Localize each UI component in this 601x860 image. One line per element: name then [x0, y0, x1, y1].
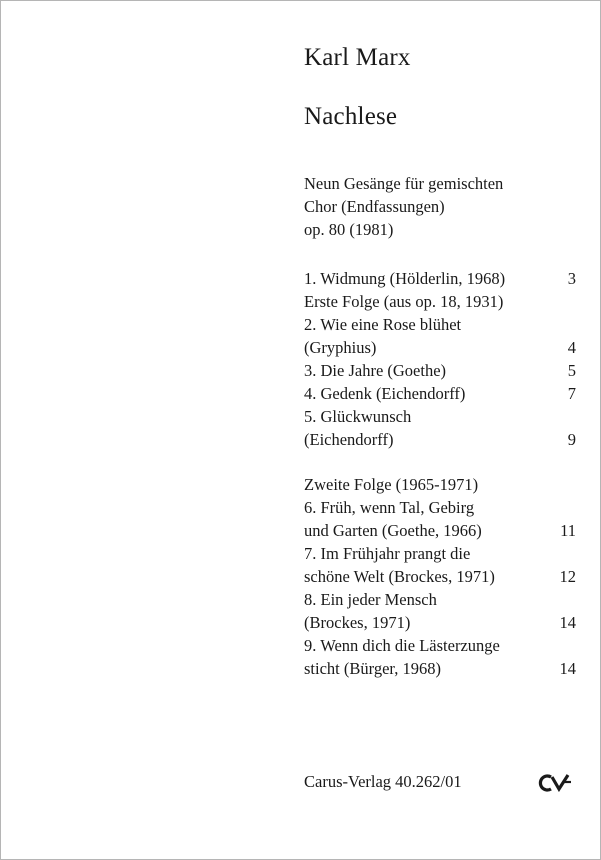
toc-entry-text: 4. Gedenk (Eichendorff) — [304, 384, 466, 403]
toc-entry — [304, 359, 576, 382]
toc-entry-text: 8. Ein jeder Mensch — [304, 590, 437, 609]
toc-entry-text: Zweite Folge (1965-1971) — [304, 475, 479, 494]
toc-page-number: 14 — [559, 659, 576, 678]
toc-page-number: 12 — [559, 567, 576, 586]
toc-entry-text: 6. Früh, wenn Tal, Gebirg — [304, 498, 475, 517]
work-title: Nachlese — [304, 103, 398, 130]
publisher-line: Carus-Verlag 40.262/01 — [304, 772, 462, 791]
toc-page-number: 7 — [567, 384, 576, 403]
toc-entry-text: (Eichendorff) — [304, 430, 394, 449]
toc-entry — [304, 405, 576, 428]
toc-entry — [304, 542, 576, 565]
toc-entry — [304, 290, 576, 313]
toc-entry — [304, 473, 576, 496]
toc-entry-text: schöne Welt (Brockes, 1971) — [304, 567, 495, 586]
toc-page-number: 3 — [567, 269, 576, 288]
toc-entry — [304, 588, 576, 611]
toc-page-number: 5 — [567, 361, 576, 380]
toc-entry — [304, 611, 576, 634]
toc-entry — [304, 313, 576, 336]
toc-entry — [304, 496, 576, 519]
toc-entry — [304, 657, 576, 680]
toc-page-number: 14 — [559, 613, 576, 632]
toc-entry-text: 1. Widmung (Hölderlin, 1968) — [304, 269, 506, 288]
toc-entry — [304, 519, 576, 542]
toc-page-number: 9 — [567, 430, 576, 449]
toc-entry — [304, 428, 576, 451]
toc-entry-text: (Brockes, 1971) — [304, 613, 411, 632]
toc-page-number: 11 — [560, 521, 576, 540]
toc-entry-text: 9. Wenn dich die Lästerzunge — [304, 636, 500, 655]
toc-entry-text: Erste Folge (aus op. 18, 1931) — [304, 292, 504, 311]
toc-entry-text: und Garten (Goethe, 1966) — [304, 521, 482, 540]
toc-entry-text: (Gryphius) — [304, 338, 377, 357]
toc-entry — [304, 267, 576, 290]
toc-entry — [304, 382, 576, 405]
subtitle-line: Chor (Endfassungen) — [304, 197, 445, 216]
composer-name: Karl Marx — [304, 44, 411, 71]
toc-entry-text: 2. Wie eine Rose blühet — [304, 315, 462, 334]
work-subtitle — [304, 172, 503, 241]
toc-entry-text: sticht (Bürger, 1968) — [304, 659, 441, 678]
toc-entry — [304, 634, 576, 657]
toc-entry-text: 5. Glückwunsch — [304, 407, 412, 426]
carus-cv-logo-icon — [538, 774, 572, 792]
toc-page-number: 4 — [567, 338, 576, 357]
toc-entry — [304, 336, 576, 359]
toc-entry-text: 3. Die Jahre (Goethe) — [304, 361, 447, 380]
section-gap — [304, 451, 576, 473]
toc-entry — [304, 565, 576, 588]
subtitle-line: op. 80 (1981) — [304, 220, 394, 239]
subtitle-line: Neun Gesänge für gemischten — [304, 174, 504, 193]
toc-entry-text: 7. Im Frühjahr prangt die — [304, 544, 471, 563]
table-of-contents — [304, 267, 576, 680]
